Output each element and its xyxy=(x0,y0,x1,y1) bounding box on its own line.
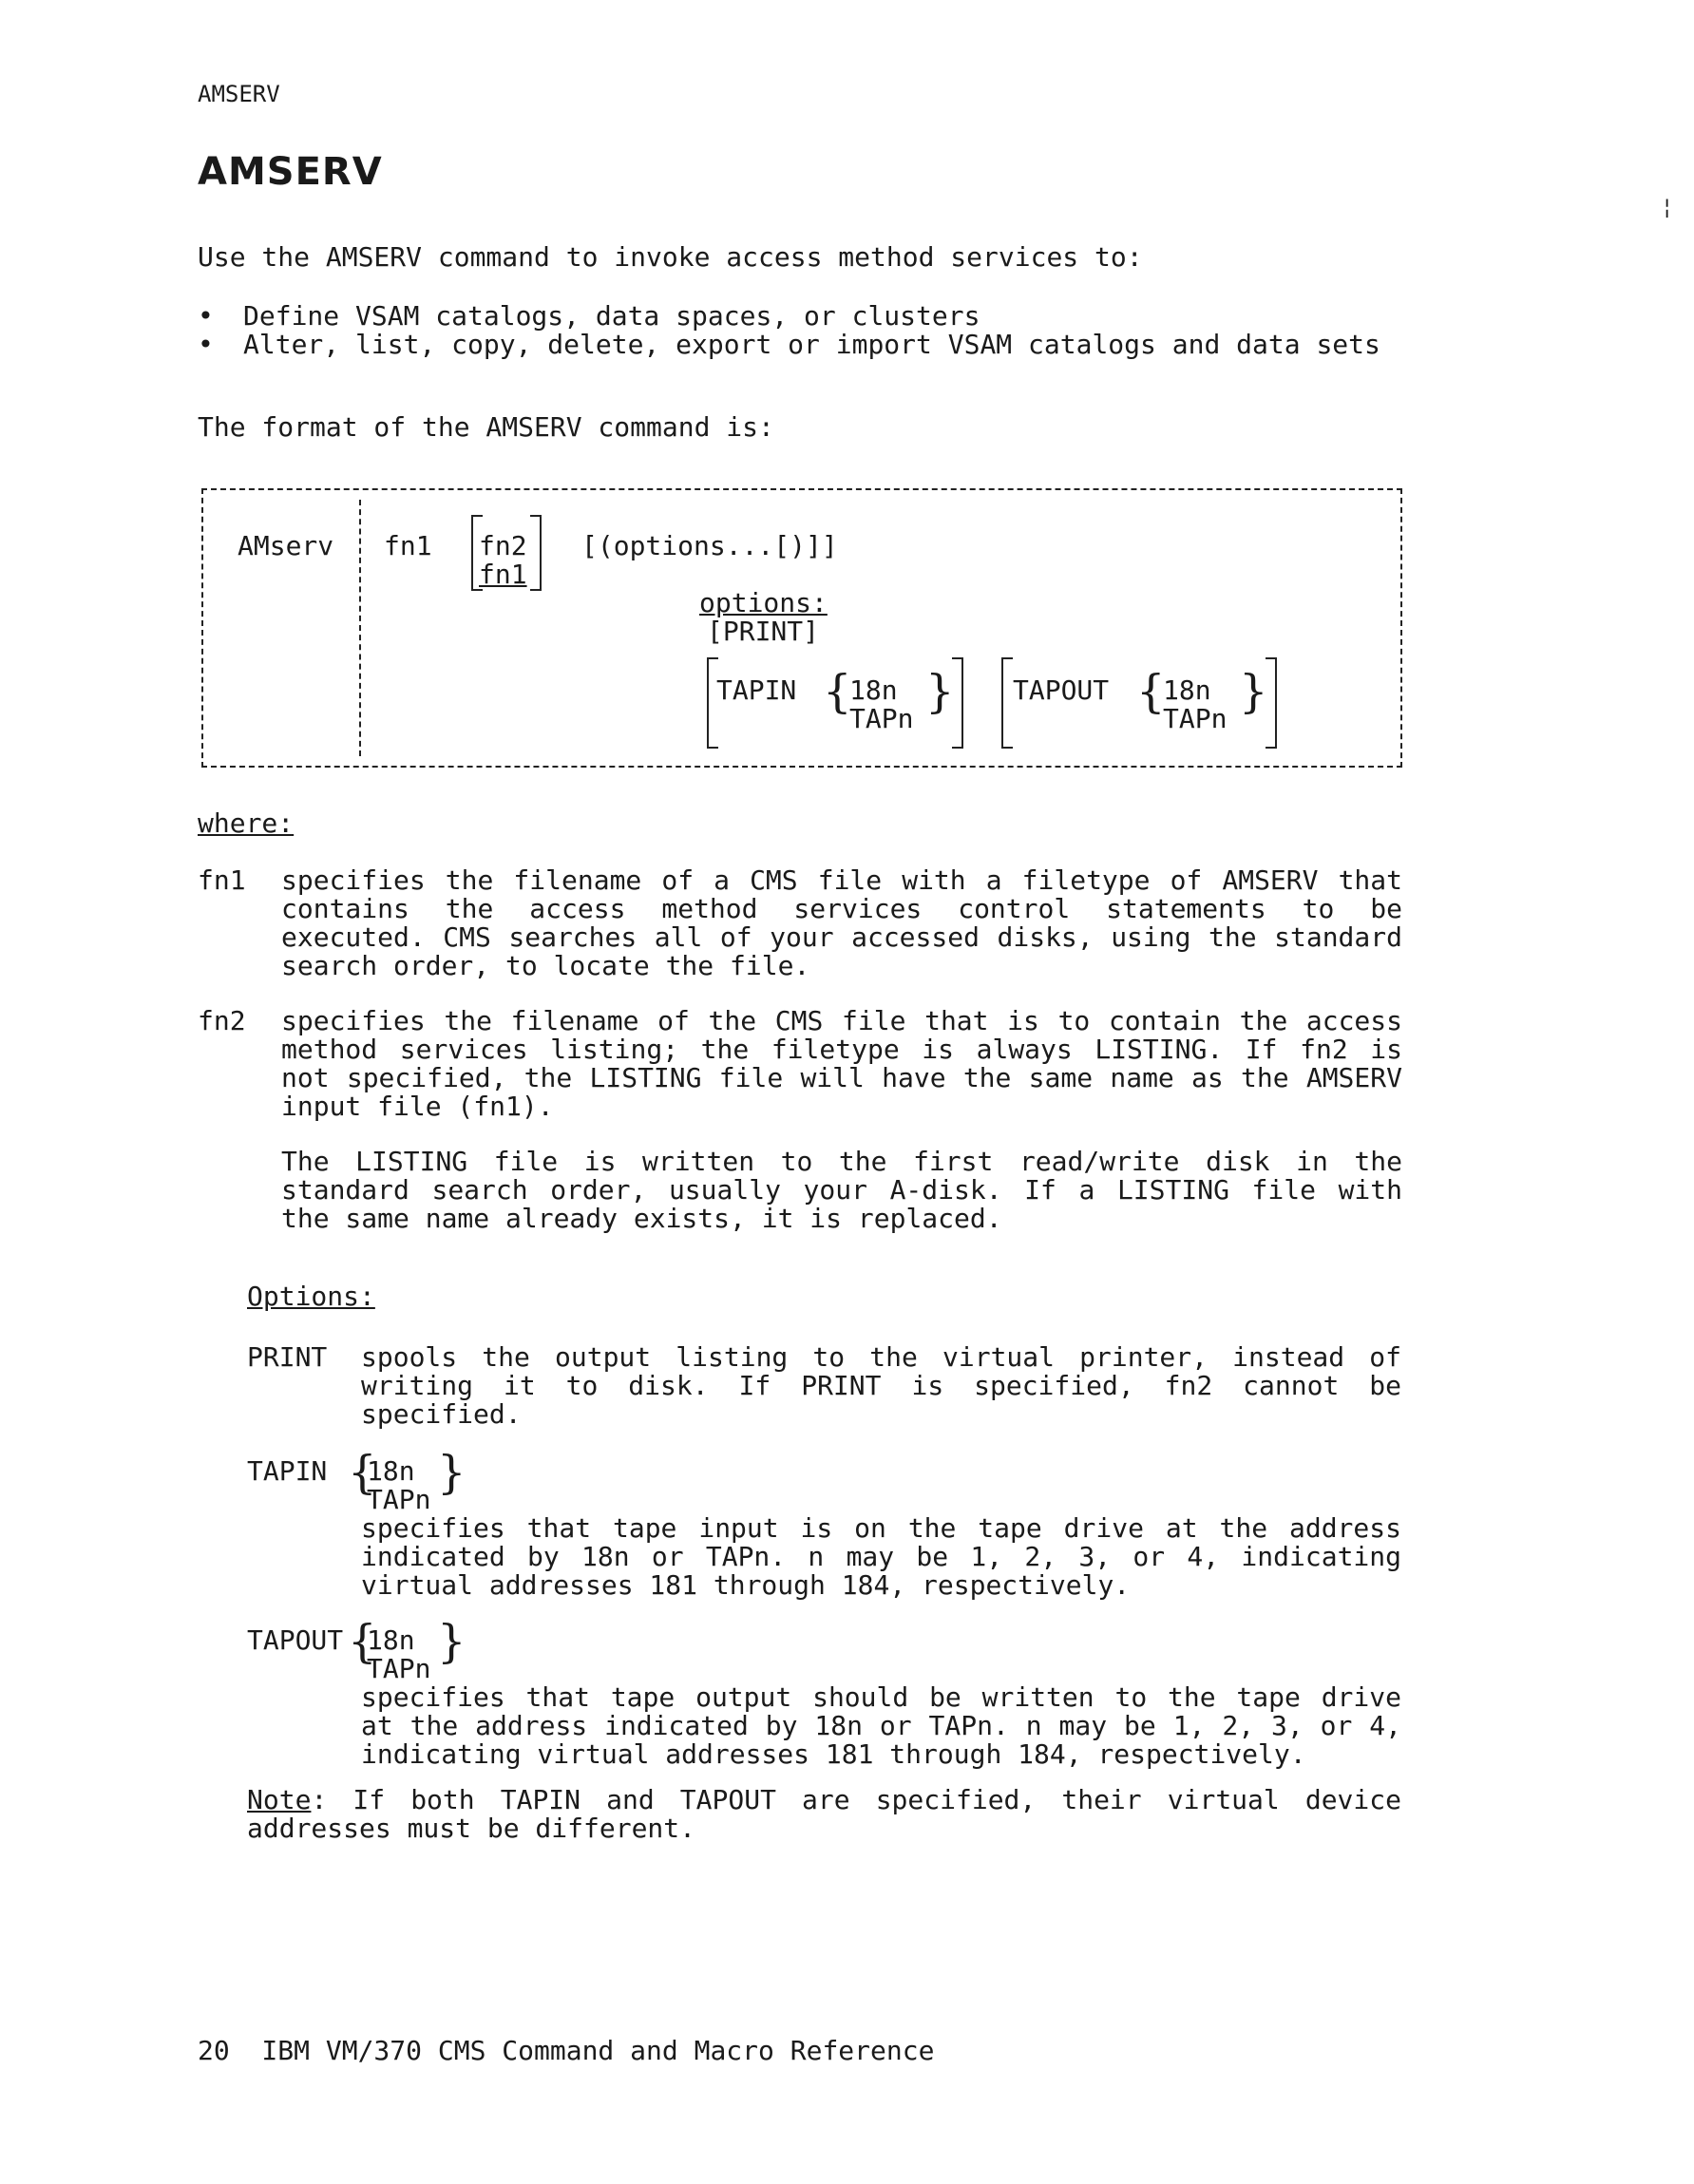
bullet-text: Alter, list, copy, delete, export or import VSAM catalogs and data sets xyxy=(243,329,1380,360)
margin-mark: ¦ xyxy=(1661,196,1674,219)
definition-desc: specifies the filename of a CMS file with a filetype of AMSERV that contains the access method services control statements to be executed. CMS searches all of your accessed disks, using the standard search order, to locate the file. xyxy=(281,864,1402,981)
syntax-tapin: TAPIN xyxy=(716,674,797,706)
option-term: TAPOUT xyxy=(247,1624,344,1656)
optional-bracket-right xyxy=(530,515,542,591)
bullet-icon: • xyxy=(198,329,214,360)
list-item xyxy=(198,302,1433,331)
choice-brace-left: { xyxy=(348,1615,377,1668)
option-desc: specifies that tape input is on the tape drive at the address indicated by 18n or TAPn. n may be 1, 2, 3, or 4, indicating virtual addresses 181 through 184, respectively. xyxy=(361,1512,1401,1601)
definition-desc: specifies the filename of the CMS file that is to contain the access method services listing; the filetype is always LISTING. If fn2 is not specified, the LISTING file will have the same name as the AMSERV input file (fn1). xyxy=(281,1005,1402,1122)
choice-brace-right: } xyxy=(437,1615,466,1668)
choice-brace-left: { xyxy=(1136,665,1166,718)
note-paragraph xyxy=(247,1786,1401,1843)
choice-brace-left: { xyxy=(823,665,852,718)
note-label: Note xyxy=(247,1784,312,1815)
choice-brace-right: } xyxy=(925,665,955,718)
choice-brace-left: { xyxy=(348,1446,377,1499)
intro-text: Use the AMSERV command to invoke access method services to: xyxy=(198,241,1143,273)
page-title: AMSERV xyxy=(198,150,383,194)
syntax-options-label: options: xyxy=(699,587,828,618)
bullet-text: Define VSAM catalogs, data spaces, or clusters xyxy=(243,300,980,332)
running-header: AMSERV xyxy=(198,81,280,107)
syntax-tapin-18n: 18n xyxy=(849,674,898,706)
options-label: Options: xyxy=(247,1281,375,1312)
list-item xyxy=(198,331,1433,359)
option-choice: 18n xyxy=(367,1455,415,1487)
format-intro: The format of the AMSERV command is: xyxy=(198,411,774,443)
bullet-icon: • xyxy=(198,300,214,332)
syntax-fn1: fn1 xyxy=(384,530,432,561)
option-term: TAPIN xyxy=(247,1455,328,1487)
bullet-list xyxy=(198,302,1433,359)
option-choice: 18n xyxy=(367,1624,415,1656)
syntax-fn2: fn2 xyxy=(479,530,527,561)
option-desc: spools the output listing to the virtual printer, instead of writing it to disk. If PRINT is specified, fn2 cannot be specified. xyxy=(361,1341,1401,1430)
option-term: PRINT xyxy=(247,1341,328,1373)
option-desc: specifies that tape output should be written to the tape drive at the address indicated by 18n or TAPn. n may be 1, 2, 3, or 4, indicating virtual addresses 181 through 184, respectively. xyxy=(361,1681,1401,1770)
choice-brace-right: } xyxy=(437,1446,466,1499)
syntax-tapin-tapn: TAPn xyxy=(849,703,914,734)
note-text: : If both TAPIN and TAPOUT are specified, their virtual device addresses must be different. xyxy=(247,1784,1401,1844)
optional-bracket-left xyxy=(1001,657,1013,749)
syntax-tapout-18n: 18n xyxy=(1163,674,1211,706)
option-choice: TAPn xyxy=(367,1484,431,1515)
syntax-tapout: TAPOUT xyxy=(1013,674,1110,706)
where-label: where: xyxy=(198,807,295,839)
syntax-box xyxy=(201,488,1402,768)
option-choice: TAPn xyxy=(367,1653,431,1684)
syntax-print: [PRINT] xyxy=(707,616,820,647)
definition-term: fn1 xyxy=(198,864,246,896)
listing-paragraph: The LISTING file is written to the first read/write disk in the standard search order, usually your A-disk. If a LISTING file with the same name already exists, it is replaced. xyxy=(281,1146,1402,1234)
page-footer: 20 IBM VM/370 CMS Command and Macro Reference xyxy=(198,2035,935,2066)
syntax-command: AMserv xyxy=(238,530,334,561)
definition-term: fn2 xyxy=(198,1005,246,1036)
choice-brace-right: } xyxy=(1239,665,1268,718)
optional-bracket-right xyxy=(1266,657,1277,749)
syntax-tapout-tapn: TAPn xyxy=(1163,703,1228,734)
syntax-options-open: [(options...[)]] xyxy=(581,530,838,561)
syntax-fn1-default: fn1 xyxy=(479,559,527,590)
column-separator xyxy=(359,500,361,756)
optional-bracket-right xyxy=(952,657,963,749)
